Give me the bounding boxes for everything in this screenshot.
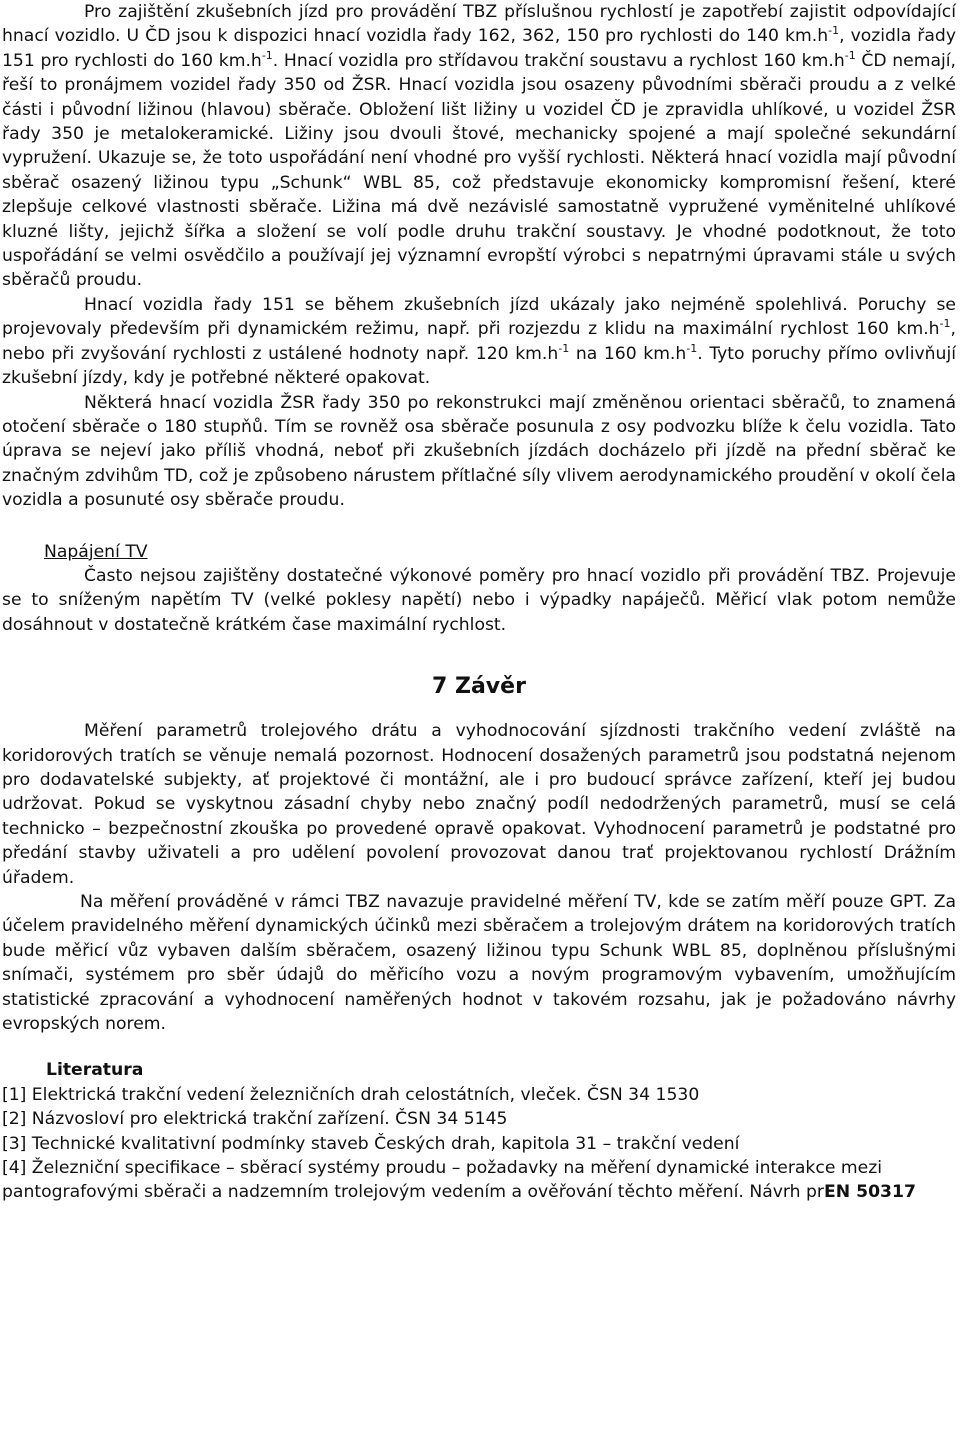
superscript: -1 [939, 317, 951, 331]
text-run: , vozidla řady 151 pro rychlosti do 160 km.h [2, 26, 956, 71]
standard-code: EN 50317 [824, 1182, 916, 1203]
text-run: . Tyto poruchy přímo ovlivňují zkušební jízdy, kdy je potřebné některé opakovat. [2, 343, 956, 389]
paragraph-conclusion-2: Na měření prováděné v rámci TBZ navazuje pravidelné měření TV, kde se zatím měří pouze GPT. Za účelem pravidelného měření dynamických účinků mezi sběračem a trolejovým drátem na koridorových tratích bude měřicí vůz vybaven dalším sběračem, osazený ližinou typu Schunk WBL 85, doplněnou příslušnými snímači, systémem pro sběr údajů do měřicího vozu a novým programovým vybavením, umožňujícím statistické zpracování a vyhodnocení naměřených hodnot v takovém rozsahu, jak je požadováno návrhy evropských norem. [2, 892, 956, 1035]
superscript: -1 [558, 341, 570, 355]
text-run: ČD nemají, řeší to pronájmem vozidel řady 350 od ŽSR. Hnací vozidla jsou osazeny původními sběrači proudu a z velké části i původní ližinou (hlavou) sběrače. Obložení lišt ližiny u vozidel ČD je zpravidla uhlíkové, u vozidel ŽSR řady 350 je metalokeramické. Ližiny jsou dvouli štové, mechanicky spojené a mají společné sekundární vypružení. Ukazuje se, že toto uspořádání není vhodné pro vyšší rychlosti. Některá hnací vozidla mají původní sběrač osazený ližinou typu „Schunk“ WBL 85, což představuje ekonomicky kompromisní řešení, které zlepšuje celkové vlastnosti sběrače. Ližina má dvě nezávislé samostatně vypružené vyměnitelné uhlíkové kluzné lišty, jejichž šířka a složení se volí podle druhu trakční soustavy. Je vhodné podotknout, že toto uspořádání se velmi osvědčilo a používají jej významní evropští výrobci s nepatrnými úpravami stále u svých sběračů proudu. [2, 50, 956, 291]
literatura-heading: Literatura [46, 1060, 144, 1081]
superscript: -1 [261, 48, 273, 62]
paragraph-series-151 [2, 293, 956, 391]
text-run: na 160 km.h [569, 343, 687, 364]
paragraph-series-350: Některá hnací vozidla ŽSR řady 350 po rekonstrukci mají změněnou orientaci sběračů, to znamená otočení sběrače o 180 stupňů. Tím se rovněž osa sběrače posunula z osy podvozku blíže k čelu vozidla. Tato úprava se nejeví jako příliš vhodná, neboť při zkušebních jízdách docházelo při jízdě na přední sběrač ke značným zdvihům TD, což je způsobeno nárustem přítlačné síly vlivem aerodynamického proudění v okolí čela vozidla a posunuté osy sběrače proudu. [2, 392, 956, 511]
text-run: . Hnací vozidla pro střídavou trakční soustavu a rychlost 160 km.h [272, 50, 845, 71]
superscript: -1 [844, 48, 856, 62]
text-run: Pro zajištění zkušebních jízd pro provádění TBZ příslušnou rychlostí je zapotřebí zajistit odpovídající hnací vozidlo. U ČD jsou k dispozici hnací vozidla řady 162, 362, 150 pro rychlosti do 140 km.h [2, 2, 956, 47]
section-title-napajeni: Napájení TV [44, 541, 148, 562]
paragraph-conclusion-1: Měření parametrů trolejového drátu a vyhodnocování sjízdnosti trakčního vedení zvláště na koridorových tratích se věnuje nemalá pozornost. Hodnocení dosažených parametrů jsou podstatná nejenom pro dodavatelské subjekty, ať projektové či montážní, ale i pro budoucí správce zařízení, kteří jej budou udržovat. Pokud se vyskytnou zásadní chyby nebo značný podíl nedodržených parametrů, musí se celá technicko – bezpečnostní zkouška po provedené opravě opakovat. Vyhodnocení parametrů je podstatné pro předání stavby uživateli a pro udělení povolení provozovat danou trať projektovanou rychlostí Drážním úřadem. [2, 721, 956, 888]
chapter-title-zaver: 7 Závěr [432, 674, 526, 700]
reference-3: [3] Technické kvalitativní podmínky staveb Českých drah, kapitola 31 – trakční vedení [2, 1133, 740, 1154]
reference-2: [2] Názvosloví pro elektrická trakční zařízení. ČSN 34 5145 [2, 1109, 508, 1130]
paragraph-power-supply: Často nejsou zajištěny dostatečné výkonové poměry pro hnací vozidlo při provádění TBZ. Projevuje se to sníženým napětím TV (velké poklesy napětí) nebo i výpadky napáječů. Měřicí vlak potom nemůže dosáhnout v dostatečně krátkém čase maximální rychlost. [2, 565, 956, 635]
reference-4 [2, 1156, 956, 1205]
superscript: -1 [828, 24, 840, 38]
text-run: [4] Železniční specifikace – sběrací systémy proudu – požadavky na měření dynamické interakce mezi pantografovými sběrači a nadzemním trolejovým vedením a ověřování těchto měření. Návrh pr [2, 1158, 882, 1203]
paragraph-test-vehicles [2, 0, 956, 293]
superscript: -1 [686, 341, 698, 355]
text-run: Hnací vozidla řady 151 se během zkušebních jízd ukázaly jako nejméně spolehlivá. Poruchy se projevovaly především při dynamickém režimu, např. při rozjezdu z klidu na maximální rychlost 160 km.h [2, 294, 956, 340]
text-run: , nebo při zvyšování rychlosti z ustálené hodnoty např. 120 km.h [2, 319, 956, 364]
reference-1: [1] Elektrická trakční vedení železničních drah celostátních, vleček. ČSN 34 1530 [2, 1084, 700, 1105]
